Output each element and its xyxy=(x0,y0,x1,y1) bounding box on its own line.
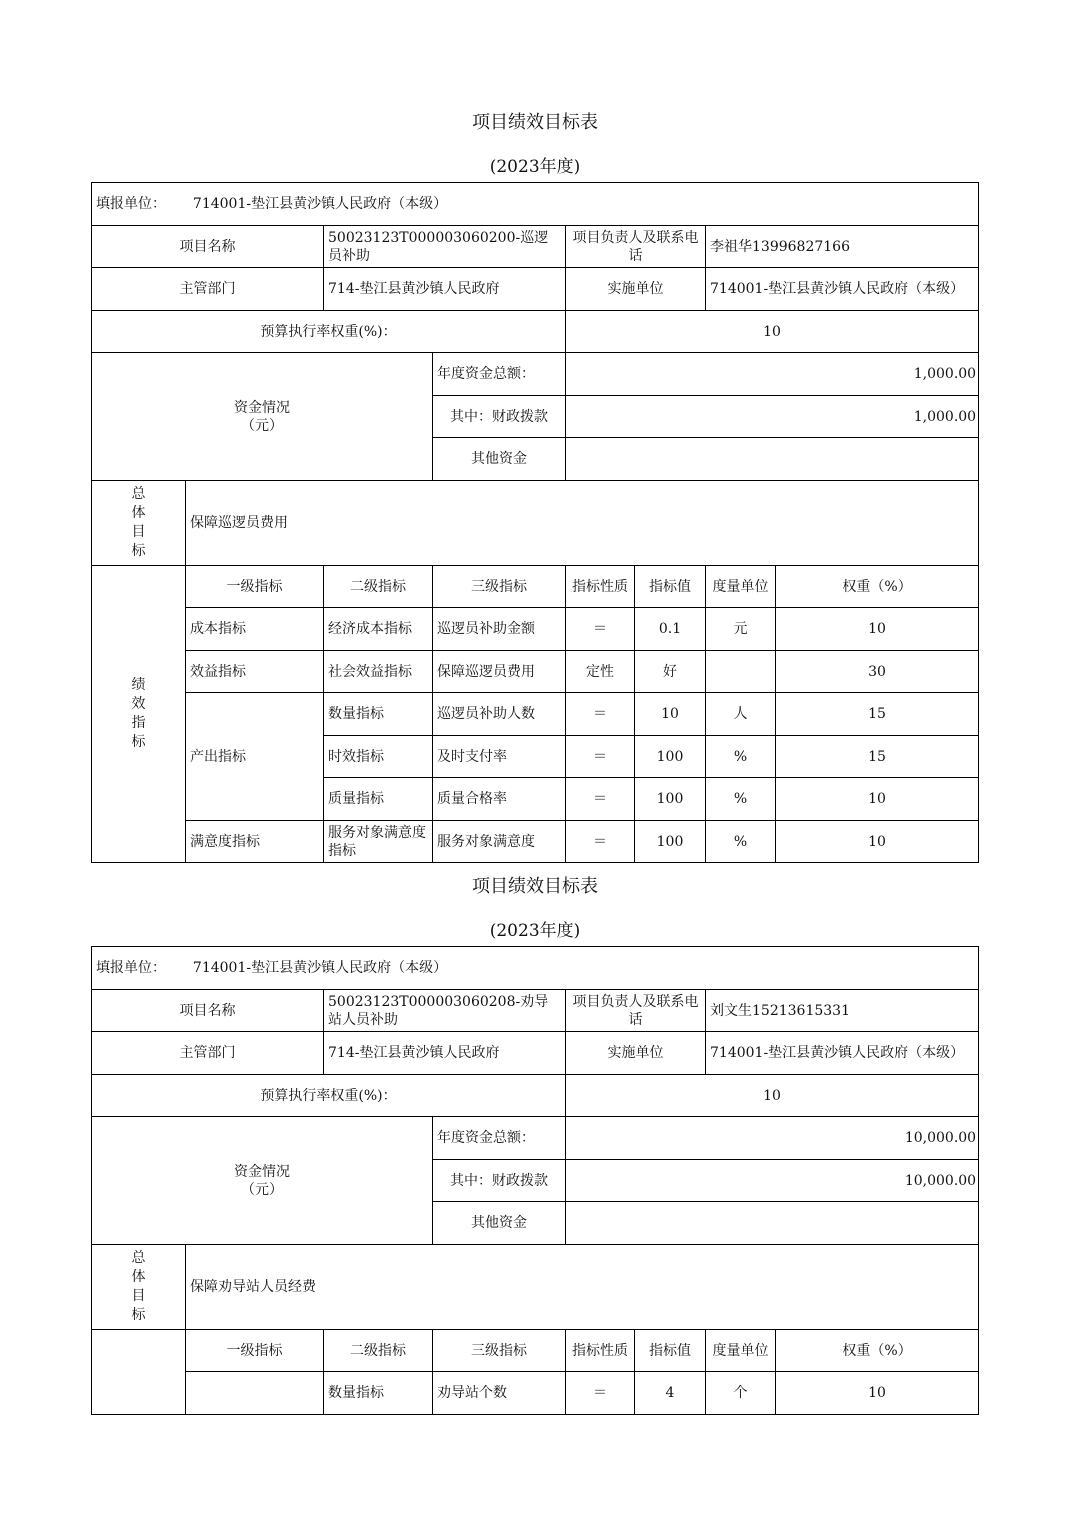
annual-total-label: 年度资金总额： xyxy=(433,353,566,396)
header-weight: 权重（%） xyxy=(776,1330,979,1372)
weight-cell: 10 xyxy=(776,1372,979,1415)
impl-value: 714001-垫江县黄沙镇人民政府（本级） xyxy=(706,1032,979,1075)
value-cell: 4 xyxy=(635,1372,706,1415)
fill-unit-row xyxy=(92,947,979,990)
nature-cell: ＝ xyxy=(566,693,635,736)
level3-cell: 保障巡逻员费用 xyxy=(433,651,566,693)
budget-weight-value: 10 xyxy=(566,1075,979,1117)
fill-unit-label: 填报单位： xyxy=(96,960,166,976)
fiscal-value: 10,000.00 xyxy=(566,1160,979,1202)
impl-label: 实施单位 xyxy=(566,268,706,311)
fill-unit-value: 714001-垫江县黄沙镇人民政府（本级） xyxy=(192,960,448,976)
table-row xyxy=(92,608,979,651)
header-nature: 指标性质 xyxy=(566,1330,635,1372)
project-name-label: 项目名称 xyxy=(92,990,324,1032)
header-level3: 三级指标 xyxy=(433,566,566,608)
contact-label: 项目负责人及联系电话 xyxy=(566,226,706,268)
nature-cell: ＝ xyxy=(566,736,635,778)
level2-cell: 数量指标 xyxy=(324,1372,433,1415)
level1-cell: 产出指标 xyxy=(186,693,324,821)
fill-unit-label: 填报单位： xyxy=(96,196,166,212)
header-value: 指标值 xyxy=(635,1330,706,1372)
nature-cell: ＝ xyxy=(566,1372,635,1415)
header-value: 指标值 xyxy=(635,566,706,608)
overall-goal-value: 保障劝导站人员经费 xyxy=(186,1245,979,1330)
nature-cell: ＝ xyxy=(566,608,635,651)
funds-label-main: 资金情况 xyxy=(234,399,290,416)
budget-weight-label: 预算执行率权重(%)： xyxy=(92,311,566,353)
nature-cell: ＝ xyxy=(566,778,635,821)
level3-cell: 质量合格率 xyxy=(433,778,566,821)
weight-cell: 15 xyxy=(776,736,979,778)
table-row xyxy=(92,1372,979,1415)
weight-cell: 10 xyxy=(776,608,979,651)
overall-goal-label: 总 体 目 标 xyxy=(92,1245,186,1330)
fiscal-value: 1,000.00 xyxy=(566,396,979,438)
level2-cell: 经济成本指标 xyxy=(324,608,433,651)
performance-table-1 xyxy=(91,182,979,863)
weight-cell: 10 xyxy=(776,821,979,863)
performance-table-2 xyxy=(91,946,979,1415)
unit-cell: % xyxy=(706,778,776,821)
header-level1: 一级指标 xyxy=(186,1330,324,1372)
level2-cell: 数量指标 xyxy=(324,693,433,736)
fiscal-label: 其中：财政拨款 xyxy=(433,1160,566,1202)
level3-cell: 及时支付率 xyxy=(433,736,566,778)
project-name-label: 项目名称 xyxy=(92,226,324,268)
level2-cell: 时效指标 xyxy=(324,736,433,778)
dept-value: 714-垫江县黄沙镇人民政府 xyxy=(324,268,566,311)
header-weight: 权重（%） xyxy=(776,566,979,608)
form-year: (2023年度) xyxy=(489,157,581,177)
funds-label-unit: （元） xyxy=(241,417,283,434)
level1-cell: 满意度指标 xyxy=(186,821,324,863)
level1-cell xyxy=(186,1372,324,1415)
dept-label: 主管部门 xyxy=(92,1032,324,1075)
level1-cell: 成本指标 xyxy=(186,608,324,651)
header-unit: 度量单位 xyxy=(706,1330,776,1372)
perf-indicator-label xyxy=(92,1330,186,1415)
dept-label: 主管部门 xyxy=(92,268,324,311)
funds-label-unit: （元） xyxy=(241,1181,283,1198)
fiscal-label: 其中：财政拨款 xyxy=(433,396,566,438)
dept-value: 714-垫江县黄沙镇人民政府 xyxy=(324,1032,566,1075)
level1-cell: 效益指标 xyxy=(186,651,324,693)
unit-cell: % xyxy=(706,821,776,863)
level2-cell: 社会效益指标 xyxy=(324,651,433,693)
overall-goal-value: 保障巡逻员费用 xyxy=(186,481,979,566)
level3-cell: 巡逻员补助人数 xyxy=(433,693,566,736)
annual-total-value: 1,000.00 xyxy=(566,353,979,396)
funds-label xyxy=(92,1117,433,1245)
form-year: (2023年度) xyxy=(489,921,581,941)
fill-unit-row xyxy=(92,183,979,226)
perf-indicator-label: 绩 效 指 标 xyxy=(92,566,186,863)
impl-label: 实施单位 xyxy=(566,1032,706,1075)
level3-cell: 巡逻员补助金额 xyxy=(433,608,566,651)
other-funds-label: 其他资金 xyxy=(433,438,566,481)
value-cell: 好 xyxy=(635,651,706,693)
other-funds-value xyxy=(566,438,979,481)
project-name-value: 50023123T000003060208-劝导站人员补助 xyxy=(324,990,566,1032)
value-cell: 100 xyxy=(635,821,706,863)
level3-cell: 服务对象满意度 xyxy=(433,821,566,863)
header-level1: 一级指标 xyxy=(186,566,324,608)
table-row xyxy=(92,821,979,863)
contact-value: 刘文生15213615331 xyxy=(706,990,979,1032)
fill-unit-value: 714001-垫江县黄沙镇人民政府（本级） xyxy=(192,196,448,212)
value-cell: 10 xyxy=(635,693,706,736)
impl-value: 714001-垫江县黄沙镇人民政府（本级） xyxy=(706,268,979,311)
unit-cell: 人 xyxy=(706,693,776,736)
weight-cell: 30 xyxy=(776,651,979,693)
table-row xyxy=(92,693,979,736)
unit-cell: 个 xyxy=(706,1372,776,1415)
project-name-value: 50023123T000003060200-巡逻员补助 xyxy=(324,226,566,268)
unit-cell: % xyxy=(706,736,776,778)
nature-cell: ＝ xyxy=(566,821,635,863)
value-cell: 0.1 xyxy=(635,608,706,651)
contact-value: 李祖华13996827166 xyxy=(706,226,979,268)
funds-label-main: 资金情况 xyxy=(234,1163,290,1180)
annual-total-label: 年度资金总额： xyxy=(433,1117,566,1160)
level2-cell: 服务对象满意度指标 xyxy=(324,821,433,863)
form-title: 项目绩效目标表 xyxy=(472,112,598,133)
weight-cell: 15 xyxy=(776,693,979,736)
contact-label: 项目负责人及联系电话 xyxy=(566,990,706,1032)
value-cell: 100 xyxy=(635,736,706,778)
value-cell: 100 xyxy=(635,778,706,821)
overall-goal-label: 总 体 目 标 xyxy=(92,481,186,566)
header-level2: 二级指标 xyxy=(324,1330,433,1372)
funds-label xyxy=(92,353,433,481)
weight-cell: 10 xyxy=(776,778,979,821)
level2-cell: 质量指标 xyxy=(324,778,433,821)
header-level2: 二级指标 xyxy=(324,566,433,608)
nature-cell: 定性 xyxy=(566,651,635,693)
budget-weight-label: 预算执行率权重(%)： xyxy=(92,1075,566,1117)
budget-weight-value: 10 xyxy=(566,311,979,353)
header-unit: 度量单位 xyxy=(706,566,776,608)
header-nature: 指标性质 xyxy=(566,566,635,608)
header-level3: 三级指标 xyxy=(433,1330,566,1372)
level3-cell: 劝导站个数 xyxy=(433,1372,566,1415)
other-funds-value xyxy=(566,1202,979,1245)
annual-total-value: 10,000.00 xyxy=(566,1117,979,1160)
other-funds-label: 其他资金 xyxy=(433,1202,566,1245)
table-row xyxy=(92,651,979,693)
form-title: 项目绩效目标表 xyxy=(472,876,598,897)
unit-cell xyxy=(706,651,776,693)
unit-cell: 元 xyxy=(706,608,776,651)
